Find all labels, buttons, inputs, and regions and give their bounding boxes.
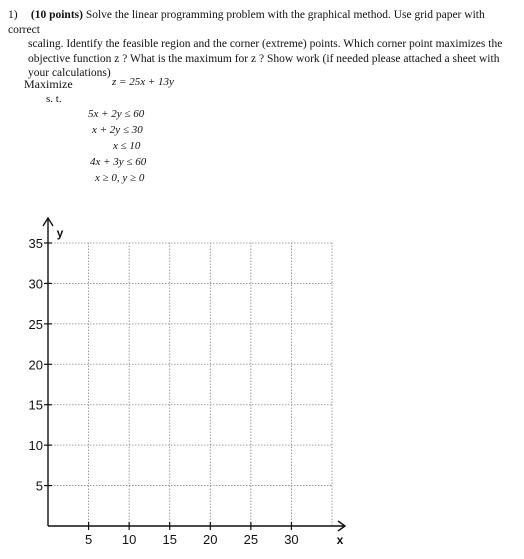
question-line-2: scaling. Identify the feasible region and the corner (extreme) points. Which corner point maximizes the — [28, 38, 503, 50]
question-line-1: Solve the linear programming problem with the graphical method. Use grid paper with correct — [8, 9, 485, 36]
constraint-3: x ≤ 10 — [113, 140, 141, 152]
objective-function: z = 25x + 13y — [112, 76, 174, 88]
y-tick-label: 15 — [28, 397, 43, 413]
constraint-2: x + 2y ≤ 30 — [92, 124, 143, 136]
x-tick-label: 5 — [84, 532, 93, 547]
tick-labels — [29, 226, 344, 547]
x-tick-label: 30 — [284, 532, 299, 547]
x-tick-label: 25 — [243, 532, 259, 547]
y-tick-label: 10 — [28, 438, 43, 454]
x-axis-label: x — [336, 533, 344, 547]
y-tick-label: 35 — [28, 236, 43, 251]
x-tick-label: 10 — [121, 532, 137, 547]
x-tick-label: 20 — [203, 532, 218, 547]
st-label: s. t. — [46, 93, 62, 105]
question-points: (10 points) — [30, 9, 83, 21]
y-tick-label: 25 — [28, 316, 43, 332]
x-tick-label: 15 — [162, 532, 177, 547]
constraint-4: 4x + 3y ≤ 60 — [90, 156, 147, 168]
grid-lines — [48, 243, 332, 526]
question-line-4: your calculations) — [28, 67, 111, 79]
y-axis-label: y — [56, 226, 64, 240]
constraint-1: 5x + 2y ≤ 60 — [88, 108, 145, 120]
y-tick-label: 20 — [28, 357, 43, 373]
maximize-label: Maximize — [24, 77, 73, 91]
y-tick-label: 5 — [35, 478, 43, 494]
question-line-3: objective function z ? What is the maximum for z ? Show work (if needed please attached a sheet with — [28, 52, 500, 65]
y-tick-label: 30 — [28, 276, 43, 292]
constraint-5: x ≥ 0, y ≥ 0 — [95, 172, 145, 184]
question-number: 1) — [8, 9, 18, 21]
